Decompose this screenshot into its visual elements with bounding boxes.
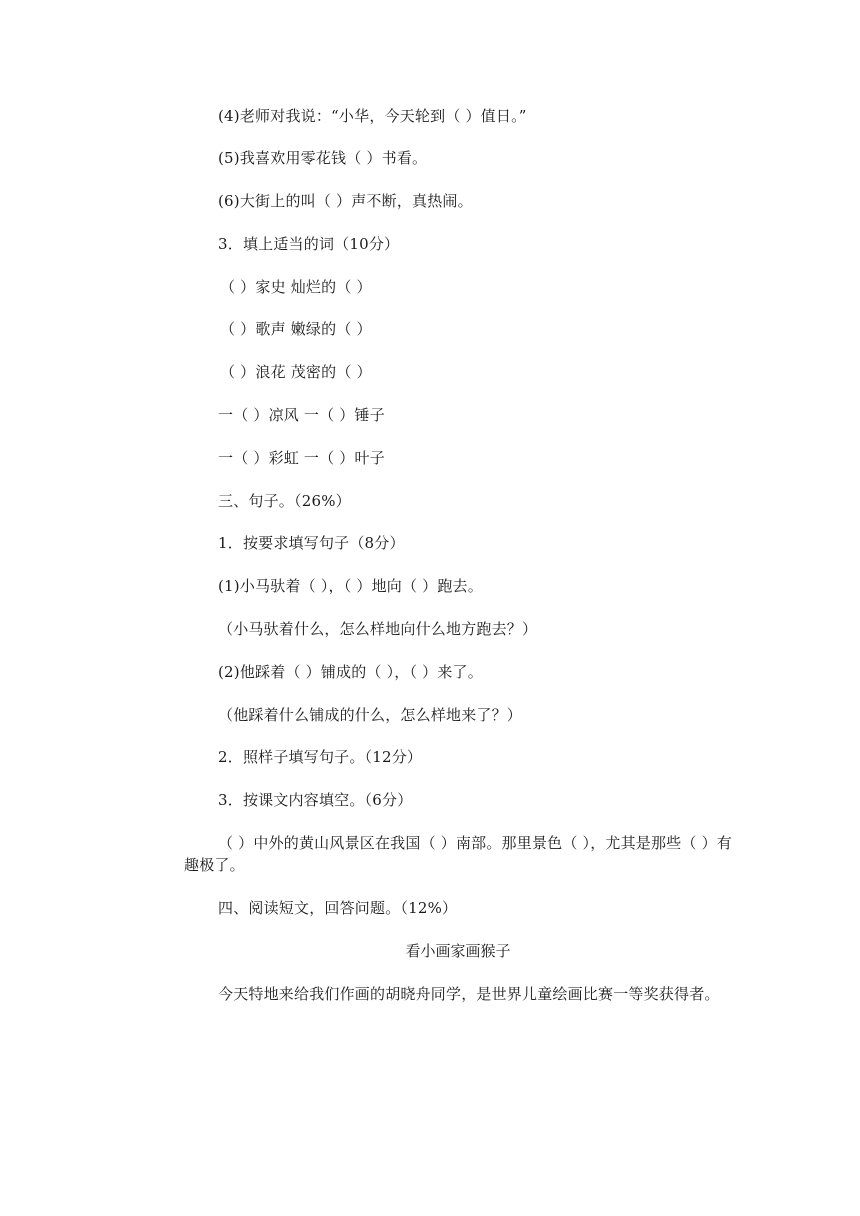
question-4-line: (4)老师对我说：“小华，今天轮到（ ）值日。” bbox=[218, 107, 527, 125]
section-3-heading: 三、句子。（26%） bbox=[218, 492, 351, 510]
sentence-task-1-heading: 1．按要求填写句子（8分） bbox=[218, 534, 405, 552]
sentence-2-line: (2)他踩着（ ）铺成的（ ），（ ）来了。 bbox=[218, 663, 483, 681]
question-5-line: (5)我喜欢用零花钱（ ）书看。 bbox=[218, 149, 428, 167]
question-6-line: (6)大街上的叫（ ）声不断，真热闹。 bbox=[218, 192, 473, 210]
fill-words-row-5: 一（ ）彩虹 一（ ）叶子 bbox=[218, 449, 385, 467]
huangshan-paragraph: （ ）中外的黄山风景区在我国（ ）南部。那里景色（ ），尤其是那些（ ）有趣极了。 bbox=[184, 834, 732, 874]
fill-words-heading: 3．填上适当的词（10分） bbox=[218, 235, 400, 253]
sentence-1-hint: （小马驮着什么，怎么样地向什么地方跑去？） bbox=[218, 620, 538, 638]
fill-words-row-2: （ ）歌声 嫩绿的（ ） bbox=[220, 320, 372, 338]
sentence-task-3-heading: 3．按课文内容填空。（6分） bbox=[218, 791, 413, 809]
passage-paragraph: 今天特地来给我们作画的胡晓舟同学，是世界儿童绘画比赛一等奖获得者。 bbox=[218, 985, 720, 1003]
section-4-heading: 四、阅读短文，回答问题。（12%） bbox=[218, 899, 458, 917]
sentence-task-2-heading: 2．照样子填写句子。（12分） bbox=[218, 748, 423, 766]
sentence-2-hint: （他踩着什么铺成的什么，怎么样地来了？） bbox=[218, 706, 523, 724]
fill-words-row-1: （ ）家史 灿烂的（ ） bbox=[220, 278, 372, 296]
fill-words-row-4: 一（ ）凉风 一（ ）锤子 bbox=[218, 406, 385, 424]
fill-words-row-3: （ ）浪花 茂密的（ ） bbox=[220, 363, 372, 381]
passage-title: 看小画家画猴子 bbox=[405, 942, 511, 960]
sentence-1-line: (1)小马驮着（ ），（ ）地向（ ）跑去。 bbox=[218, 577, 483, 595]
